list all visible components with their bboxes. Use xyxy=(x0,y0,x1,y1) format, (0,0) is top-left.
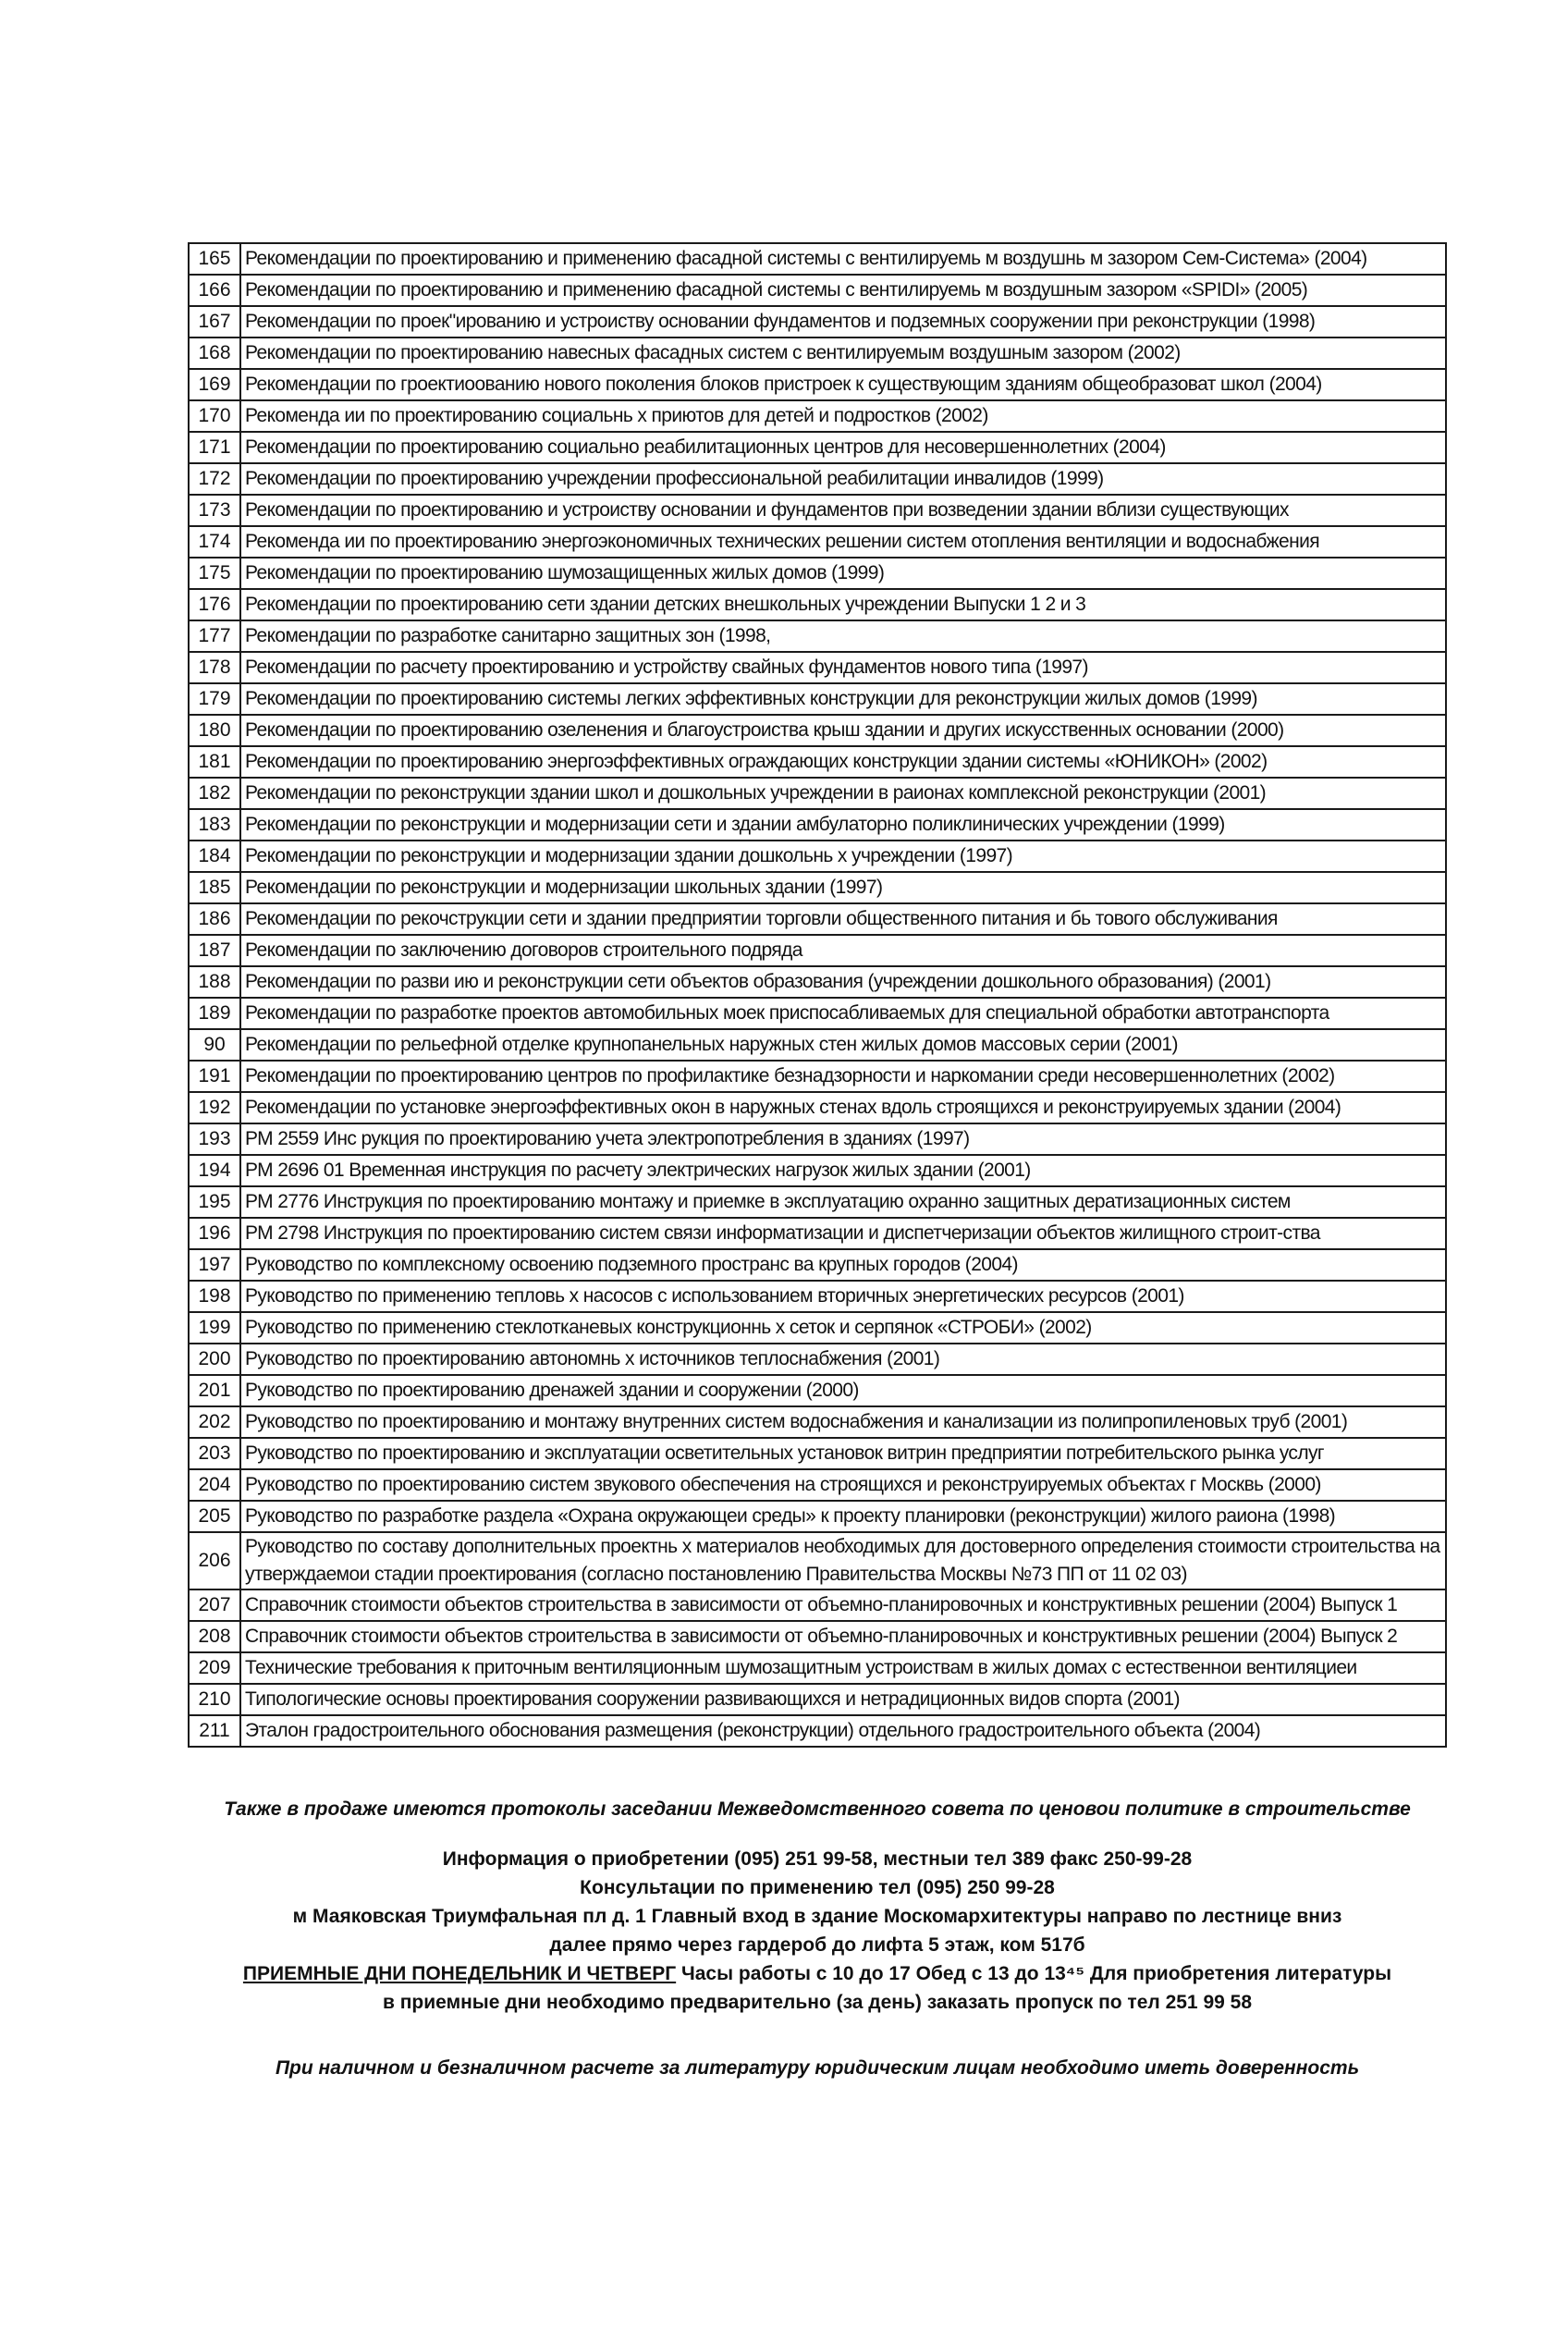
table-row xyxy=(189,1438,1446,1469)
working-hours: Часы работы с 10 до 17 Обед с 13 до 13⁴⁵ Для приобретения литературы xyxy=(676,1963,1392,1984)
power-of-attorney-note: При наличном и безналичном расчете за литературу юридическим лицам необходимо иметь доверенность xyxy=(275,2057,1360,2079)
table-row xyxy=(189,369,1446,400)
table-row xyxy=(189,338,1446,369)
row-title: Рекомендации по разви ию и реконструкции сети объектов образования (учреждении дошкольного образования) (2001) xyxy=(240,966,1446,998)
row-title: РМ 2696 01 Временная инструкция по расчету электрических нагрузок жилых здании (2001) xyxy=(240,1155,1446,1186)
row-title: Рекомендации по проектированию энергоэффективных ограждающих конструкции здании системы «ЮНИКОН» (2002) xyxy=(240,746,1446,778)
row-title: РМ 2798 Инструкция по проектированию систем связи информатизации и диспетчеризации объектов жилищного строит-ства xyxy=(240,1218,1446,1249)
row-number: 167 xyxy=(189,306,240,338)
row-number: 172 xyxy=(189,463,240,495)
row-number: 184 xyxy=(189,841,240,872)
table-row xyxy=(189,1652,1446,1684)
row-number: 208 xyxy=(189,1621,240,1652)
row-title: Рекомендации по проектированию навесных фасадных систем с вентилируемым воздушным зазором (2002) xyxy=(240,338,1446,369)
row-title: Руководство по проектированию автономнь х источников теплоснабжения (2001) xyxy=(240,1344,1446,1375)
table-row xyxy=(189,809,1446,841)
row-title: Руководство по разработке раздела «Охрана окружающеи среды» к проекту планировки (реконструкции) жилого раиона (1998) xyxy=(240,1501,1446,1532)
table-row xyxy=(189,872,1446,903)
row-number: 174 xyxy=(189,526,240,558)
also-on-sale-note: Также в продаже имеются протоколы заседании Межведомственного совета по ценовои политике в строительстве xyxy=(224,1798,1411,1820)
row-title: Рекоменда ии по проектированию энергоэкономичных технических решении систем отопления вентиляции и водоснабжения xyxy=(240,526,1446,558)
table-row xyxy=(189,432,1446,463)
row-number: 199 xyxy=(189,1312,240,1344)
row-number: 192 xyxy=(189,1092,240,1123)
row-number: 178 xyxy=(189,652,240,683)
reception-hours-line xyxy=(188,1960,1447,1988)
table-row xyxy=(189,903,1446,935)
table-row xyxy=(189,1186,1446,1218)
table-row xyxy=(189,558,1446,589)
consultation-info: Консультации по применению тел (095) 250 99-28 xyxy=(580,1877,1055,1898)
row-title: Рекомендации по разработке санитарно защитных зон (1998, xyxy=(240,620,1446,652)
row-number: 166 xyxy=(189,275,240,306)
table-row xyxy=(189,715,1446,746)
row-number: 179 xyxy=(189,683,240,715)
table-row xyxy=(189,1375,1446,1406)
row-title: Справочник стоимости объектов строительства в зависимости от объемно-планировочных и конструктивных решении (2004) Выпуск 1 xyxy=(240,1589,1446,1621)
row-number: 189 xyxy=(189,998,240,1029)
row-number: 168 xyxy=(189,338,240,369)
row-title: Рекомендации по расчету проектированию и устройству свайных фундаментов нового типа (1997) xyxy=(240,652,1446,683)
table-row xyxy=(189,1312,1446,1344)
row-title: Рекомендации по проектированию и применению фасадной системы с вентилируемь м воздушнь м зазором Сем-Система» (2004) xyxy=(240,243,1446,275)
table-row xyxy=(189,778,1446,809)
row-number: 196 xyxy=(189,1218,240,1249)
table-row xyxy=(189,1092,1446,1123)
table-row xyxy=(189,1061,1446,1092)
row-title: РМ 2776 Инструкция по проектированию монтажу и приемке в эксплуатацию охранно защитных дератизационных систем xyxy=(240,1186,1446,1218)
row-title: Рекомендации по проектированию центров по профилактике безнадзорности и наркомании среди несовершеннолетних (2002) xyxy=(240,1061,1446,1092)
row-title: Рекомендации по проектированию социально реабилитационных центров для несовершеннолетних (2004) xyxy=(240,432,1446,463)
row-title: РМ 2559 Инс рукция по проектированию учета электропотребления в зданиях (1997) xyxy=(240,1123,1446,1155)
row-title: Руководство по комплексному освоению подземного пространс ва крупных городов (2004) xyxy=(240,1249,1446,1281)
row-title: Рекомендации по проектированию и устроиству основании и фундаментов при возведении здании вблизи существующих xyxy=(240,495,1446,526)
table-row xyxy=(189,966,1446,998)
table-row xyxy=(189,1469,1446,1501)
row-number: 169 xyxy=(189,369,240,400)
publications-table-body xyxy=(189,243,1446,1747)
row-title: Рекомендации по проек"ированию и устроиству основании фундаментов и подземных сооружении при реконструкции (1998) xyxy=(240,306,1446,338)
purchase-info: Информация о приобретении (095) 251 99-58, местныи тел 389 факс 250-99-28 xyxy=(442,1848,1193,1870)
table-row xyxy=(189,746,1446,778)
row-number: 193 xyxy=(189,1123,240,1155)
table-row xyxy=(189,243,1446,275)
row-number: 191 xyxy=(189,1061,240,1092)
row-title: Руководство по составу дополнительных проектнь х материалов необходимых для достоверного определения стоимости строительства на утверждаемои стадии проектирования (согласно постановлению Правительства Москвы №73 ПП от 11 02 03) xyxy=(240,1532,1446,1589)
table-row xyxy=(189,1589,1446,1621)
row-number: 185 xyxy=(189,872,240,903)
row-number: 210 xyxy=(189,1684,240,1715)
row-number: 187 xyxy=(189,935,240,966)
table-row xyxy=(189,589,1446,620)
table-row xyxy=(189,1123,1446,1155)
row-number: 171 xyxy=(189,432,240,463)
table-row xyxy=(189,1029,1446,1061)
row-number: 203 xyxy=(189,1438,240,1469)
row-title: Технические требования к приточным вентиляционным шумозащитным устроиствам в жилых домах с естественнои вентиляциеи xyxy=(240,1652,1446,1684)
row-number: 188 xyxy=(189,966,240,998)
row-title: Руководство по проектированию систем звукового обеспечения на строящихся и реконструируемых объектах г Москвь (2000) xyxy=(240,1469,1446,1501)
row-number: 194 xyxy=(189,1155,240,1186)
row-number: 202 xyxy=(189,1406,240,1438)
table-row xyxy=(189,683,1446,715)
row-number: 177 xyxy=(189,620,240,652)
table-row xyxy=(189,1281,1446,1312)
reception-days: ПРИЕМНЫЕ ДНИ ПОНЕДЕЛЬНИК И ЧЕТВЕРГ xyxy=(242,1963,677,1984)
publications-table xyxy=(188,242,1447,1748)
row-number: 180 xyxy=(189,715,240,746)
table-row xyxy=(189,306,1446,338)
row-title: Рекомендации по установке энергоэффективных окон в наружных стенах вдоль строящихся и реконструируемых здании (2004) xyxy=(240,1092,1446,1123)
row-title: Рекомендации по проектированию системы легких эффективных конструкции для реконструкции жилых домов (1999) xyxy=(240,683,1446,715)
row-title: Рекомендации по реконструкции и модернизации школьных здании (1997) xyxy=(240,872,1446,903)
table-row xyxy=(189,526,1446,558)
table-row xyxy=(189,1218,1446,1249)
row-number: 201 xyxy=(189,1375,240,1406)
table-row xyxy=(189,620,1446,652)
row-number: 90 xyxy=(189,1029,240,1061)
table-row xyxy=(189,1501,1446,1532)
table-row xyxy=(189,1684,1446,1715)
row-title: Рекомендации по гроектиоованию нового поколения блоков пристроек к существующим зданиям общеобразоват школ (2004) xyxy=(240,369,1446,400)
row-title: Рекомендации по рекочструкции сети и здании предприятии торговли общественного питания и бь тового обслуживания xyxy=(240,903,1446,935)
row-title: Рекомендации по проектированию шумозащищенных жилых домов (1999) xyxy=(240,558,1446,589)
table-row xyxy=(189,463,1446,495)
row-number: 204 xyxy=(189,1469,240,1501)
row-title: Рекомендации по реконструкции и модернизации здании дошкольнь х учреждении (1997) xyxy=(240,841,1446,872)
row-title: Руководство по проектированию дренажей здании и сооружении (2000) xyxy=(240,1375,1446,1406)
address-line: м Маяковская Триумфальная пл д. 1 Главный вход в здание Москомархитектуры направо по лестнице вниз xyxy=(292,1906,1342,1927)
table-row xyxy=(189,1155,1446,1186)
table-row xyxy=(189,998,1446,1029)
row-number: 170 xyxy=(189,400,240,432)
row-number: 195 xyxy=(189,1186,240,1218)
row-title: Рекомендации по разработке проектов автомобильных моек приспосабливаемых для специальной обработки автотранспорта xyxy=(240,998,1446,1029)
row-title: Рекомендации по рельефной отделке крупнопанельных наружных стен жилых домов массовых серии (2001) xyxy=(240,1029,1446,1061)
row-number: 175 xyxy=(189,558,240,589)
table-row xyxy=(189,1406,1446,1438)
row-number: 209 xyxy=(189,1652,240,1684)
row-title: Эталон градостроительного обоснования размещения (реконструкции) отдельного градостроительного объекта (2004) xyxy=(240,1715,1446,1747)
table-row xyxy=(189,652,1446,683)
row-title: Рекомендации по проектированию сети здании детских внешкольных учреждении Выпуски 1 2 и 3 xyxy=(240,589,1446,620)
table-row xyxy=(189,275,1446,306)
row-number: 182 xyxy=(189,778,240,809)
row-title: Рекомендации по заключению договоров строительного подряда xyxy=(240,935,1446,966)
row-title: Руководство по проектированию и эксплуатации осветительных установок витрин предприятии потребительского рынка услуг xyxy=(240,1438,1446,1469)
row-number: 200 xyxy=(189,1344,240,1375)
row-title: Руководство по применению стеклотканевых конструкционнь х сеток и серпянок «СТРОБИ» (2002) xyxy=(240,1312,1446,1344)
table-row xyxy=(189,400,1446,432)
row-number: 181 xyxy=(189,746,240,778)
table-row xyxy=(189,1344,1446,1375)
row-number: 211 xyxy=(189,1715,240,1747)
row-number: 206 xyxy=(189,1532,240,1589)
row-number: 173 xyxy=(189,495,240,526)
row-number: 205 xyxy=(189,1501,240,1532)
pass-order-info: в приемные дни необходимо предварительно (за день) заказать пропуск по тел 251 99 58 xyxy=(383,1992,1252,2013)
row-title: Руководство по проектированию и монтажу внутренних систем водоснабжения и канализации из полипропиленовых труб (2001) xyxy=(240,1406,1446,1438)
table-row xyxy=(189,935,1446,966)
row-title: Руководство по применению тепловь х насосов с использованием вторичных энергетических ресурсов (2001) xyxy=(240,1281,1446,1312)
row-title: Рекомендации по проектированию и применению фасадной системы с вентилируемь м воздушным зазором «SPIDI» (2005) xyxy=(240,275,1446,306)
row-title: Рекоменда ии по проектированию социальнь х приютов для детей и подростков (2002) xyxy=(240,400,1446,432)
row-number: 197 xyxy=(189,1249,240,1281)
table-row xyxy=(189,841,1446,872)
row-number: 186 xyxy=(189,903,240,935)
table-row xyxy=(189,1532,1446,1589)
address-line-2: далее прямо через гардероб до лифта 5 этаж, ком 517б xyxy=(549,1934,1085,1956)
row-title: Типологические основы проектирования сооружении развивающихся и нетрадиционных видов спорта (2001) xyxy=(240,1684,1446,1715)
row-title: Рекомендации по реконструкции здании школ и дошкольных учреждении в раионах комплексной реконструкции (2001) xyxy=(240,778,1446,809)
row-title: Справочник стоимости объектов строительства в зависимости от объемно-планировочных и конструктивных решении (2004) Выпуск 2 xyxy=(240,1621,1446,1652)
row-number: 183 xyxy=(189,809,240,841)
row-number: 176 xyxy=(189,589,240,620)
row-number: 198 xyxy=(189,1281,240,1312)
row-number: 207 xyxy=(189,1589,240,1621)
table-row xyxy=(189,1621,1446,1652)
row-title: Рекомендации по проектированию учреждении профессиональной реабилитации инвалидов (1999) xyxy=(240,463,1446,495)
table-row xyxy=(189,495,1446,526)
row-number: 165 xyxy=(189,243,240,275)
table-row xyxy=(189,1249,1446,1281)
row-title: Рекомендации по проектированию озеленения и благоустроиства крыш здании и других искусственных основании (2000) xyxy=(240,715,1446,746)
row-title: Рекомендации по реконструкции и модернизации сети и здании амбулаторно поликлинических учреждении (1999) xyxy=(240,809,1446,841)
table-row xyxy=(189,1715,1446,1747)
